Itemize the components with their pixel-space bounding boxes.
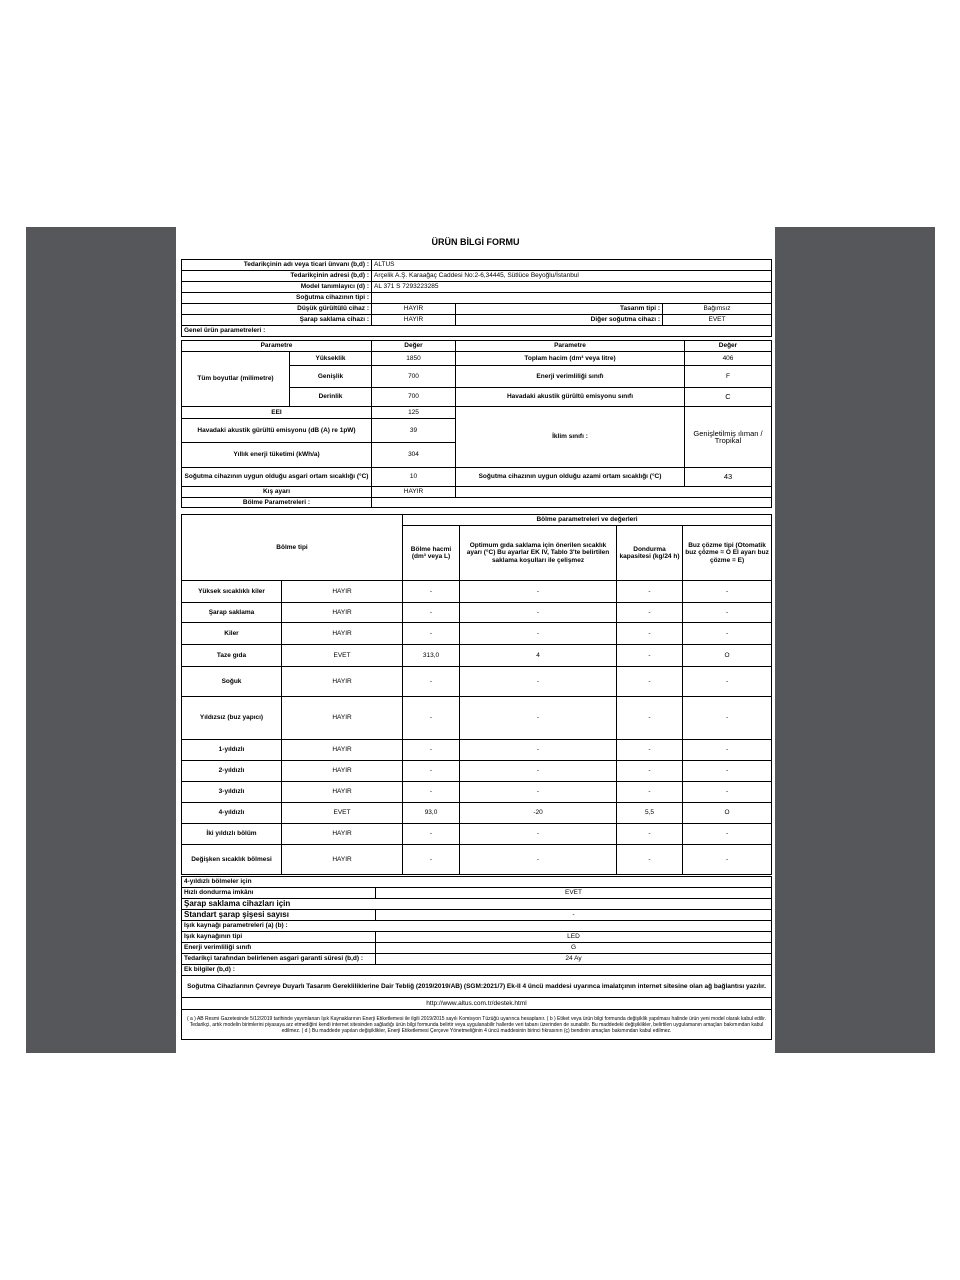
compartment-volume: - xyxy=(403,603,460,623)
compartment-name: Şarap saklama xyxy=(182,603,282,623)
depth-label: Derinlik xyxy=(290,388,372,407)
width-value: 700 xyxy=(372,366,456,388)
wine-bottles-value: - xyxy=(376,910,772,921)
wine-bottles-label: Standart şarap şişesi sayısı xyxy=(182,910,376,921)
model-row xyxy=(182,282,772,293)
four-star-heading-row xyxy=(182,877,772,888)
compartment-defrost: - xyxy=(683,667,772,697)
compartment-present: HAYIR xyxy=(282,740,403,761)
compartment-heading-empty xyxy=(372,498,772,508)
supplier-address-row xyxy=(182,271,772,282)
general-params-heading-row xyxy=(182,326,772,337)
energy-class-value: F xyxy=(685,366,772,388)
dimensions-label: Tüm boyutlar (milimetre) xyxy=(182,352,290,407)
general-params-table xyxy=(181,340,772,508)
form-title: ÜRÜN BİLGİ FORMU xyxy=(431,237,520,247)
compartment-volume: - xyxy=(403,623,460,645)
energy-class-label: Enerji verimliliği sınıfı xyxy=(456,366,685,388)
compartment-temp: - xyxy=(460,623,617,645)
other-appliance-value: EVET xyxy=(663,315,772,326)
model-label: Model tanımlayıcı (d) : xyxy=(182,282,372,293)
compartment-temp: - xyxy=(460,667,617,697)
compartment-row xyxy=(182,603,772,623)
extra-info-table xyxy=(181,876,772,1040)
extra-text-row xyxy=(182,976,772,998)
compartment-present: HAYIR xyxy=(282,623,403,645)
light-class-row xyxy=(182,943,772,954)
compartment-name: 1-yıldızlı xyxy=(182,740,282,761)
warranty-label: Tedarikçi tarafından belirlenen asgari garanti süresi (b,d) : xyxy=(182,954,376,965)
compartment-volume: - xyxy=(403,697,460,740)
compartment-row xyxy=(182,740,772,761)
annual-energy-value: 304 xyxy=(372,443,456,468)
compartment-defrost: - xyxy=(683,623,772,645)
supplier-address-label: Tedarikçinin adresi (b,d) : xyxy=(182,271,372,282)
compartment-volume: - xyxy=(403,782,460,803)
design-type-label: Tasarım tipi : xyxy=(456,304,663,315)
depth-value: 700 xyxy=(372,388,456,407)
compartment-row xyxy=(182,761,772,782)
compartment-temp: - xyxy=(460,740,617,761)
compartment-freeze: - xyxy=(617,581,683,603)
design-type-value: Bağımsız xyxy=(663,304,772,315)
compartment-defrost: - xyxy=(683,581,772,603)
appliance-type-row xyxy=(182,293,772,304)
value-header-left: Değer xyxy=(372,341,456,352)
low-noise-row xyxy=(182,304,772,315)
compartment-params-heading: Bölme Parametreleri : xyxy=(182,498,372,508)
compartment-defrost: - xyxy=(683,761,772,782)
compartment-type-header: Bölme tipi xyxy=(182,515,403,581)
height-value: 1850 xyxy=(372,352,456,366)
compartment-temp: 4 xyxy=(460,645,617,667)
compartment-volume: 313,0 xyxy=(403,645,460,667)
support-url[interactable]: http://www.altus.com.tr/destek.html xyxy=(182,998,772,1010)
climate-class-value: Genişletilmiş ılıman / Tropikal xyxy=(685,407,772,468)
compartment-defrost: - xyxy=(683,603,772,623)
compartment-row xyxy=(182,581,772,603)
compartment-defrost: - xyxy=(683,740,772,761)
compartment-present: HAYIR xyxy=(282,697,403,740)
light-heading-row xyxy=(182,921,772,932)
compartment-freeze: - xyxy=(617,667,683,697)
compartment-defrost: - xyxy=(683,697,772,740)
low-noise-label: Düşük gürültülü cihaz : xyxy=(182,304,372,315)
compartment-present: HAYIR xyxy=(282,761,403,782)
compartment-defrost: - xyxy=(683,782,772,803)
compartment-name: Soğuk xyxy=(182,667,282,697)
compartment-temp: - xyxy=(460,603,617,623)
max-temp-label: Soğutma cihazının uygun olduğu azami ortam sıcaklığı (°C) xyxy=(456,468,685,487)
compartment-row xyxy=(182,782,772,803)
winter-empty xyxy=(456,487,772,498)
volume-header: Bölme hacmi (dm³ veya L) xyxy=(403,526,460,581)
compartment-row xyxy=(182,845,772,875)
compartment-name: Yıldızsız (buz yapıcı) xyxy=(182,697,282,740)
compartment-volume: - xyxy=(403,581,460,603)
compartment-name: Kiler xyxy=(182,623,282,645)
compartment-temp: - xyxy=(460,697,617,740)
compartment-temp: -20 xyxy=(460,803,617,824)
light-class-value: G xyxy=(376,943,772,954)
max-temp-value: 43 xyxy=(685,468,772,487)
supplier-name-label: Tedarikçinin adı veya ticari ünvanı (b,d) : xyxy=(182,260,372,271)
compartment-present: EVET xyxy=(282,645,403,667)
climate-class-label: İklim sınıfı : xyxy=(456,407,685,468)
compartment-row xyxy=(182,623,772,645)
compartment-temp: - xyxy=(460,782,617,803)
compartment-freeze: - xyxy=(617,782,683,803)
compartment-volume: - xyxy=(403,845,460,875)
supplier-name-value: ALTUS xyxy=(372,260,772,271)
general-params-heading: Genel ürün parametreleri : xyxy=(182,326,772,337)
width-label: Genişlik xyxy=(290,366,372,388)
compartment-freeze: - xyxy=(617,740,683,761)
compartment-temp: - xyxy=(460,824,617,845)
compartments-table xyxy=(181,514,772,875)
footnote-row xyxy=(182,1010,772,1040)
wine-heading: Şarap saklama cihazları için xyxy=(182,899,772,910)
wine-label: Şarap saklama cihazı : xyxy=(182,315,372,326)
compartment-name: 2-yıldızlı xyxy=(182,761,282,782)
appliance-type-value xyxy=(372,293,772,304)
wine-value: HAYIR xyxy=(372,315,456,326)
wine-bottles-row xyxy=(182,910,772,921)
annual-energy-label: Yıllık enerji tüketimi (kWh/a) xyxy=(182,443,372,468)
footnote: ( a ) AB Resmi Gazetesinde 5/12/2019 tarihinde yayımlanan Işık Kaynaklarının Enerji Etiketlemesi ile ilgili 2019/2015 sayılı Komisyon Tüzüğü uyarınca hesaplanır. ( b ) Etiket veya ürün bilgi formunda değişiklik yapılması halinde ürün yeni model olarak kabul edilir. Tedarikçi, artık modelin birimlerini piyasaya arz etmediğini kendi internet sitesinden sağladığı ürün bilgi formunda belirtir veya uygulanabilir hallerde veri tabanı üzerinden de sunabilir. Bu maddedeki değişiklikler, belirtilen uygulamanın amaçları bakımından kabul edilmez. ( d ) Bu maddede yapılan değişiklikler, Enerji Etiketlemesi Çerçeve Yönetmeliğinin 4 üncü maddesinin birinci fıkrasının (ç) bendinin amaçları bakımından kabul edilmez. xyxy=(182,1010,772,1040)
model-value: AL 371 S 7293223285 xyxy=(372,282,772,293)
compartment-present: HAYIR xyxy=(282,667,403,697)
noise-emission-value: 39 xyxy=(372,419,456,443)
compartment-freeze: - xyxy=(617,845,683,875)
other-appliance-label: Diğer soğutma cihazı : xyxy=(456,315,663,326)
left-margin-panel xyxy=(26,227,176,1053)
noise-class-label: Havadaki akustik gürültü emisyonu sınıfı xyxy=(456,388,685,407)
eei-value: 125 xyxy=(372,407,456,419)
compartment-row xyxy=(182,824,772,845)
compartment-row xyxy=(182,645,772,667)
compartment-freeze: - xyxy=(617,623,683,645)
compartment-temp: - xyxy=(460,761,617,782)
compartment-volume: - xyxy=(403,761,460,782)
extra-heading: Ek bilgiler (b,d) : xyxy=(182,965,772,976)
product-info-sheet xyxy=(176,227,775,1053)
param-header-right: Parametre xyxy=(456,341,685,352)
compartment-freeze: - xyxy=(617,824,683,845)
compartment-name: 3-yıldızlı xyxy=(182,782,282,803)
noise-emission-label: Havadaki akustik gürültü emisyonu (dB (A) re 1pW) xyxy=(182,419,372,443)
light-type-value: LED xyxy=(376,932,772,943)
compartment-row xyxy=(182,803,772,824)
light-heading: Işık kaynağı parametreleri (a) (b) : xyxy=(182,921,772,932)
height-row xyxy=(182,352,772,366)
eei-label: EEI xyxy=(182,407,372,419)
compartment-name: İki yıldızlı bölüm xyxy=(182,824,282,845)
min-temp-value: 10 xyxy=(372,468,456,487)
value-header-right: Değer xyxy=(685,341,772,352)
fast-freeze-label: Hızlı dondurma imkânı xyxy=(182,888,376,899)
freeze-header: Dondurma kapasitesi (kg/24 h) xyxy=(617,526,683,581)
supplier-table xyxy=(181,259,772,337)
light-class-label: Enerji verimliliği sınıfı xyxy=(182,943,376,954)
fast-freeze-row xyxy=(182,888,772,899)
compartment-group-header: Bölme parametreleri ve değerleri xyxy=(403,515,772,526)
compartment-present: HAYIR xyxy=(282,845,403,875)
compartment-temp: - xyxy=(460,845,617,875)
temp-header: Optimum gıda saklama için önerilen sıcaklık ayarı (°C) Bu ayarlar EK IV, Tablo 3'te belirtilen saklama koşulları ile çelişmez xyxy=(460,526,617,581)
compartment-row xyxy=(182,667,772,697)
compartment-freeze: - xyxy=(617,603,683,623)
compartment-defrost: - xyxy=(683,824,772,845)
compartment-freeze: - xyxy=(617,761,683,782)
compartment-present: EVET xyxy=(282,803,403,824)
compartment-present: HAYIR xyxy=(282,782,403,803)
compartment-present: HAYIR xyxy=(282,824,403,845)
param-header-left: Parametre xyxy=(182,341,372,352)
defrost-header: Buz çözme tipi (Otomatik buz çözme = O El ayarı buz çözme = E) xyxy=(683,526,772,581)
wine-heading-row xyxy=(182,899,772,910)
eei-row xyxy=(182,407,772,419)
low-noise-value: HAYIR xyxy=(372,304,456,315)
compartment-defrost: O xyxy=(683,803,772,824)
compartment-heading-row xyxy=(182,498,772,508)
compartment-volume: - xyxy=(403,667,460,697)
compartment-present: HAYIR xyxy=(282,603,403,623)
compartment-freeze: - xyxy=(617,645,683,667)
winter-value: HAYIR xyxy=(372,487,456,498)
supplier-name-row xyxy=(182,260,772,271)
compartment-row xyxy=(182,697,772,740)
supplier-address-value: Arçelik A.Ş. Karaağaç Caddesi No:2-6,34445, Sütlüce Beyoğlu/İstanbul xyxy=(372,271,772,282)
compartment-name: 4-yıldızlı xyxy=(182,803,282,824)
fast-freeze-value: EVET xyxy=(376,888,772,899)
warranty-value: 24 Ay xyxy=(376,954,772,965)
light-type-row xyxy=(182,932,772,943)
compartment-defrost: O xyxy=(683,645,772,667)
compartment-present: HAYIR xyxy=(282,581,403,603)
compartment-name: Yüksek sıcaklıklı kiler xyxy=(182,581,282,603)
height-label: Yükseklik xyxy=(290,352,372,366)
four-star-heading: 4-yıldızlı bölmeler için xyxy=(182,877,772,888)
compartment-group-header-row xyxy=(182,515,772,526)
appliance-type-label: Soğutma cihazının tipi : xyxy=(182,293,372,304)
compartment-temp: - xyxy=(460,581,617,603)
compartment-freeze: - xyxy=(617,697,683,740)
warranty-row xyxy=(182,954,772,965)
param-header-row xyxy=(182,341,772,352)
compartment-name: Değişken sıcaklık bölmesi xyxy=(182,845,282,875)
ambient-temp-row xyxy=(182,468,772,487)
total-volume-value: 406 xyxy=(685,352,772,366)
extra-text: Soğutma Cihazlarının Çevreye Duyarlı Tasarım Gerekliliklerine Dair Tebliğ (2019/2019/AB) (SGM:2021/7) Ek-II 4 üncü maddesi uyarınca imalatçının internet sitesine olan ağ bağlantısı yazılır. xyxy=(182,976,772,998)
compartment-defrost: - xyxy=(683,845,772,875)
compartment-volume: - xyxy=(403,824,460,845)
noise-class-value: C xyxy=(685,388,772,407)
compartment-freeze: 5,5 xyxy=(617,803,683,824)
compartment-name: Taze gıda xyxy=(182,645,282,667)
wine-row xyxy=(182,315,772,326)
winter-label: Kış ayarı xyxy=(182,487,372,498)
url-row xyxy=(182,998,772,1010)
light-type-label: Işık kaynağının tipi xyxy=(182,932,376,943)
compartment-volume: 93,0 xyxy=(403,803,460,824)
extra-heading-row xyxy=(182,965,772,976)
min-temp-label: Soğutma cihazının uygun olduğu asgari ortam sıcaklığı (°C) xyxy=(182,468,372,487)
total-volume-label: Toplam hacim (dm³ veya litre) xyxy=(456,352,685,366)
winter-row xyxy=(182,487,772,498)
compartment-volume: - xyxy=(403,740,460,761)
right-margin-panel xyxy=(775,227,935,1053)
